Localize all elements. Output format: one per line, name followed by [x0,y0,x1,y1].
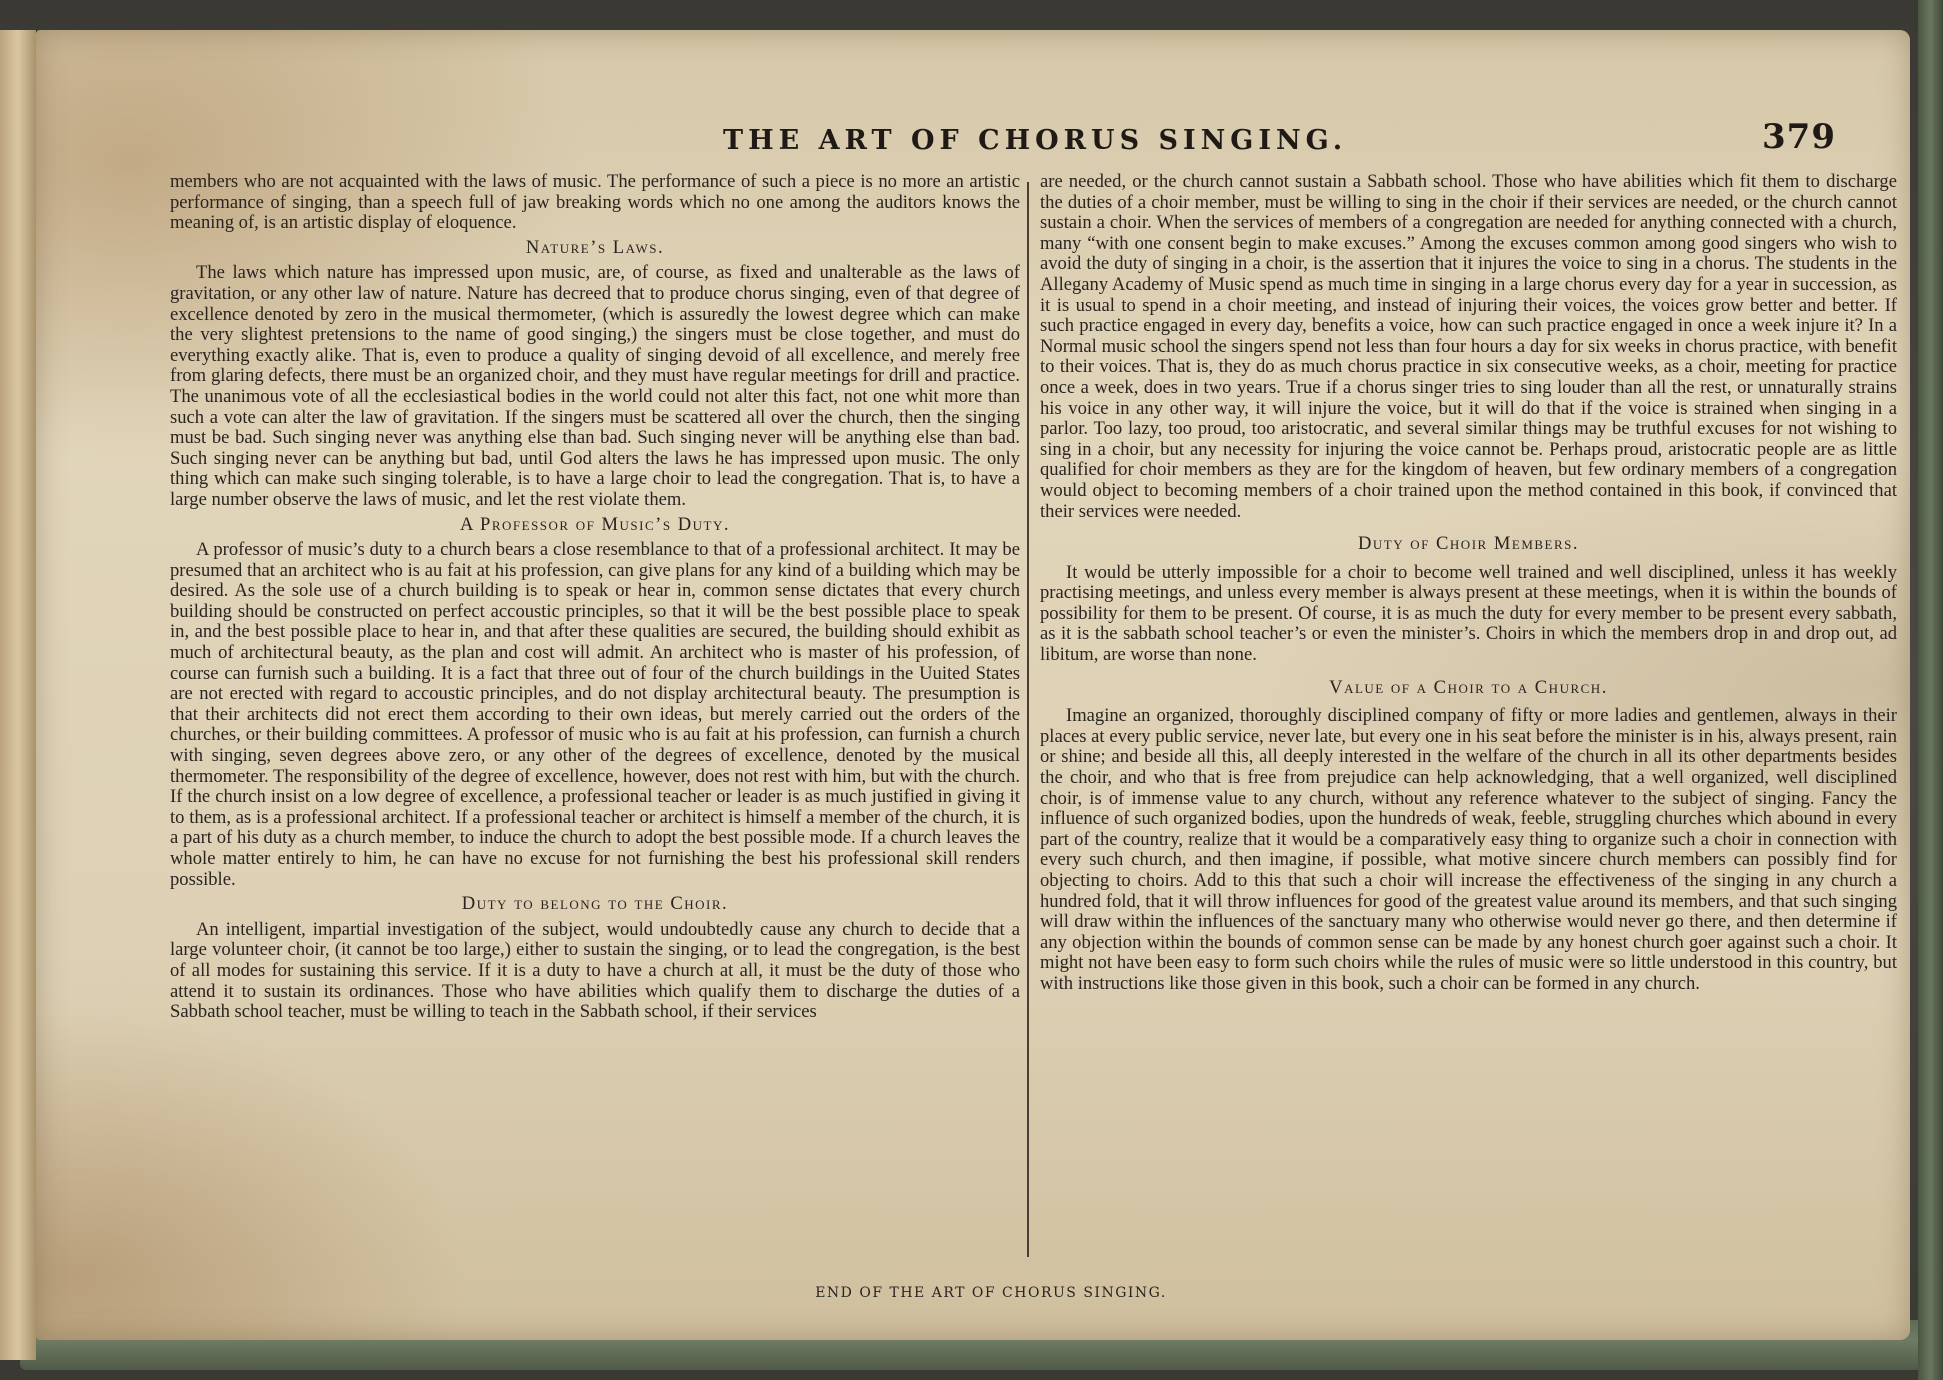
paragraph: The laws which nature has impressed upon music, are, of course, as fixed and unalterable as the laws of gravitation, or any other law of nature. Nature has decreed that to produce chorus singing, even of that degree of excellence denoted by zero in the musical thermometer, (which is assuredly the lowest degree which can make the very slightest pretensions to the name of good singing,) the singers must be close together, and must do everything exactly alike. That is, even to produce a quality of singing devoid of all excellence, and merely free from glaring defects, there must be an organized choir, and they must have regular meetings for drill and practice. The unanimous vote of all the ecclesiastical bodies in the world could not alter this fact, not one whit more than such a vote can alter the law of gravitation. If the singers must be scattered all over the church, then the singing must be bad. Such singing never was anything else than bad. Such singing never will be anything else than bad. Such singing never can be anything but bad, until God alters the laws he has impressed upon music. The only thing which can make such singing tolerable, is to have a large choir to lead the congregation. That is, to have a large number observe the laws of music, and let the rest violate them. [170,262,1020,510]
page-number: 379 [1762,117,1836,157]
column-divider [1027,182,1029,1257]
book-page [36,30,1910,1340]
section-heading: Value of a Choir to a Church. [1329,676,1608,698]
right-column [1040,172,1897,995]
paragraph: Imagine an organized, thoroughly disciplined company of fifty or more ladies and gentlemen, always in their places at every public service, never late, but every one in his seat before the minister is in his, always present, rain or shine; and beside all this, all deeply interested in the welfare of the church in all its other departments besides the choir, and who that is free from prejudice can help acknowledging, that a well organized, well disciplined choir, is of immense value to any church, without any reference whatever to the subject of singing. Fancy the influence of such organized bodies, upon the hundreds of weak, feeble, struggling churches which abound in every part of the country, realize that it would be a comparatively easy thing to organize such a choir in connection with every such church, and then imagine, if possible, what motive sincere church members can possibly find for objecting to choirs. Add to this that such a choir will increase the effectiveness of the singing in any church a hundred fold, that it will throw influences for good of the greatest value around its members, and that such singing will draw within the influences of the sanctuary many who otherwise would never go there, and then determine if any objection within the bounds of common sense can be made by any honest church goer against such a choir. It might not have been easy to form such choirs while the rules of music were so little understood in this country, but with instructions like those given in this book, such a choir can be formed in any church. [1040,705,1897,994]
left-column [170,172,1020,1023]
paragraph: members who are not acquainted with the laws of music. The performance of such a piece is no more an artistic performance of singing, than a speech full of jaw breaking words which no one among the auditors knows the meaning of, is an artistic display of eloquence. [170,171,1020,234]
facing-page-edge [0,30,36,1360]
section-heading: A Professor of Music’s Duty. [459,513,731,535]
section-heading: Duty of Choir Members. [1357,533,1580,555]
paragraph: An intelligent, impartial investigation of the subject, would undoubtedly cause any church to decide that a large volunteer choir, (it cannot be too large,) either to sustain the singing, or to lead the congregation, is the best of all modes for sustaining this service. If it is a duty to have a church at all, it must be the duty of those who attend it to sustain its ordinances. Those who have abilities which qualify them to discharge the duties of a Sabbath school teacher, must be willing to teach in the Sabbath school, if their services [170,918,1020,1023]
colophon [36,1285,1910,1301]
section-heading: Nature’s Laws. [525,236,665,258]
running-head [136,117,1836,167]
paragraph: are needed, or the church cannot sustain a Sabbath school. Those who have abilities which fit them to discharge the duties of a choir member, must be willing to sing in the choir if their services are needed, or the church cannot sustain a choir. When the services of members of a congregation are needed for anything connected with a church, many “with one consent begin to make excuses.” Among the excuses common among good singers who wish to avoid the duty of singing in a choir, is the assertion that it injures the voice to sing in a chorus. The students in the Allegany Academy of Music spend as much time in singing in a large chorus every day for a year in succession, as it is usual to spend in a choir meeting, and instead of injuring their voices, the voices grow better and better. If such practice engaged in every day, benefits a voice, how can such practice engaged in once a week injure it? In a Normal music school the singers spend not less than four hours a day for six weeks in chorus practice, with benefit to their voices. That is, they do as much chorus practice in six consecutive weeks, as a choir, meeting for practice once a week, does in two years. True if a chorus singer tries to sing louder than all the rest, or unnaturally strains his voice in any other way, it will injure the voice, but it will do that if the voice is strained when singing in a parlor. Too lazy, too proud, too aristocratic, and several similar things may be truthful excuses for not wishing to sing in a choir, but any necessity for injuring the voice cannot be. Perhaps proud, aristocratic people are as little qualified for choir members as they are for the kingdom of heaven, but few ordinary members of a congregation would object to becoming members of a choir trained upon the method contained in this book, if convinced that their services were needed. [1040,171,1897,522]
book-cover-edge-right [1918,0,1943,1380]
page-title: THE ART OF CHORUS SINGING. [723,125,1348,156]
colophon-text: END OF THE ART OF CHORUS SINGING. [815,1285,1167,1301]
paragraph: It would be utterly impossible for a choir to become well trained and well disciplined, unless it has weekly practising meetings, and unless every member is always present at these meetings, when it is within the bounds of possibility for them to be present. Of course, it is as much the duty for every member to be present every sabbath, as it is the sabbath school teacher’s or even the minister’s. Choirs in which the members drop in and drop out, ad libitum, are worse than none. [1040,561,1897,666]
section-heading: Duty to belong to the Choir. [461,893,729,915]
paragraph: A professor of music’s duty to a church bears a close resemblance to that of a professional architect. It may be presumed that an architect who is au fait at his profession, can give plans for any kind of a building which may be desired. As the sole use of a church building is to speak or hear in, common sense dictates that every church building should be constructed on perfect accoustic principles, so that it will be the best possible place to speak in, and the best possible place to hear in, and that after these qualities are secured, the building should exhibit as much of architectural beauty, as the plan and cost will admit. An architect who is master of his profession, of course can furnish such a building. It is a fact that three out of four of the church buildings in the Uuited States are not erected with regard to accoustic principles, and do not display architectural beauty. The presumption is that their architects did not erect them according to their own ideas, but merely carried out the orders of the churches, or their building committees. A professor of music who is au fait at his profession, can furnish a church with singing, seven degrees above zero, or any other of the degrees of excellence, denoted by the musical thermometer. The responsibility of the degree of excellence, however, does not rest with him, but with the church. If the church insist on a low degree of excellence, a professional teacher or leader is as much justified in giving it to them, as is a professional architect. If a professional teacher or architect is himself a member of the church, it is a part of his duty as a church member, to induce the church to adopt the best possible mode. If a church leaves the whole matter entirely to him, he can have no excuse for not furnishing the best his professional skill renders possible. [170,539,1020,890]
